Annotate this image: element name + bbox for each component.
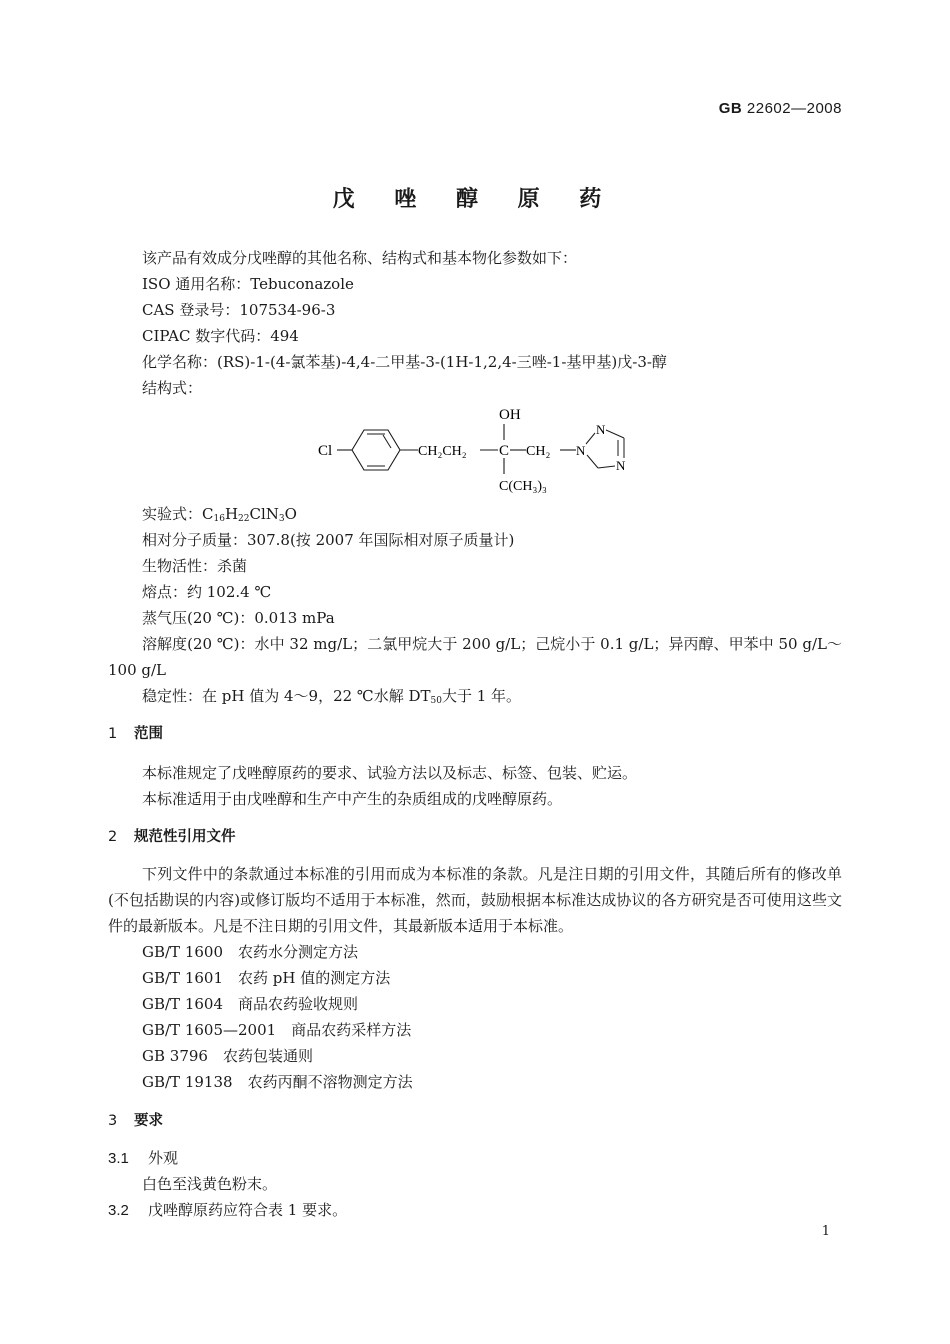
benzene-inner-bond-2 xyxy=(383,435,391,448)
triazole-n1: N xyxy=(576,443,586,458)
triazole-bond-n4-c5 xyxy=(598,466,615,468)
molecular-mass: 相对分子质量：307.8(按 2007 年国际相对原子质量计) xyxy=(142,531,515,549)
reference-item: GB 3796 农药包装通则 xyxy=(142,1047,313,1065)
cipac-code: CIPAC 数字代码：494 xyxy=(142,327,299,345)
iso-name: ISO 通用名称：Tebuconazole xyxy=(142,275,354,293)
biological-activity: 生物活性：杀菌 xyxy=(142,557,248,575)
methylene-label: CH₂ xyxy=(526,444,551,459)
chlorine-label: Cl xyxy=(318,443,333,459)
document-title: 戊 唑 醇 原 药 xyxy=(332,187,618,212)
triazole-n4: N xyxy=(616,458,626,473)
solubility: 溶解度(20 ℃)：水中 32 mg/L；二氯甲烷大于 200 g/L；己烷小于 0.1 g/L；异丙醇、甲苯中 50 g/L～100 g/L xyxy=(108,635,842,679)
tbutyl-label: C(CH₃)₃ xyxy=(499,479,547,494)
triazole-bond-n1-n2 xyxy=(586,433,595,444)
reference-item: GB/T 19138 农药丙酮不溶物测定方法 xyxy=(142,1073,413,1091)
section-3-1-heading: 3.1 外观 xyxy=(108,1149,179,1167)
reference-item: GB/T 1600 农药水分测定方法 xyxy=(142,943,359,961)
chemical-name: 化学名称：(RS)-1-(4-氯苯基)-4,4-二甲基-3-(1H-1,2,4-三唑-1-基甲基)戊-3-醇 xyxy=(142,353,667,371)
reference-item: GB/T 1604 商品农药验收规则 xyxy=(142,995,359,1013)
triazole-bond-c5-n1 xyxy=(587,455,598,468)
section-3-2-heading: 3.2 戊唑醇原药应符合表 1 要求。 xyxy=(108,1201,348,1219)
hydroxyl-label: OH xyxy=(499,407,521,423)
triazole-n2: N xyxy=(596,422,606,437)
chain-label: CH₂CH₂ xyxy=(418,444,467,459)
cas-number: CAS 登录号：107534-96-3 xyxy=(142,301,336,319)
melting-point: 熔点：约 102.4 ℃ xyxy=(142,583,272,601)
section-2-para-1: 下列文件中的条款通过本标准的引用而成为本标准的条款。凡是注日期的引用文件，其随后所有的修改单(不包括勘误的内容)或修订版均不适用于本标准，然而，鼓励根据本标准达成协议的各方研究是否可使用这些文件的最新版本。凡是不注日期的引用文件，其最新版本适用于本标准。 xyxy=(108,865,842,935)
reference-item: GB/T 1601 农药 pH 值的测定方法 xyxy=(142,969,391,987)
standard-number: 22602—2008 xyxy=(746,100,842,117)
intro-lead: 该产品有效成分戊唑醇的其他名称、结构式和基本物化参数如下： xyxy=(142,249,578,267)
structure-label: 结构式： xyxy=(142,379,203,397)
section-1-heading: 1 范围 xyxy=(108,726,163,742)
stability: 稳定性：在 pH 值为 4～9，22 ℃水解 $DT_{50}$大于 1 年。 xyxy=(142,687,522,706)
section-3-1-text: 白色至浅黄色粉末。 xyxy=(142,1175,278,1193)
section-1-para-1: 本标准规定了戊唑醇原药的要求、试验方法以及标志、标签、包装、贮运。 xyxy=(142,764,638,782)
page-number: 1 xyxy=(821,1224,830,1239)
section-2-heading: 2 规范性引用文件 xyxy=(108,829,236,845)
structural-formula xyxy=(310,400,650,500)
vapor-pressure: 蒸气压(20 ℃)：0.013 mPa xyxy=(142,609,335,627)
triazole-bond-n2-c3 xyxy=(606,430,624,438)
standard-code xyxy=(719,100,842,117)
section-1-para-2: 本标准适用于由戊唑醇和生产中产生的杂质组成的戊唑醇原药。 xyxy=(142,790,563,808)
benzene-ring xyxy=(352,430,400,470)
reference-item: GB/T 1605—2001 商品农药采样方法 xyxy=(142,1021,412,1039)
section-3-heading: 3 要求 xyxy=(108,1113,163,1129)
center-carbon-label: C xyxy=(499,443,510,459)
standard-prefix: GB xyxy=(718,100,743,117)
empirical-formula: 实验式：$C_{16}H_{22}ClN_3O$ xyxy=(142,505,297,524)
